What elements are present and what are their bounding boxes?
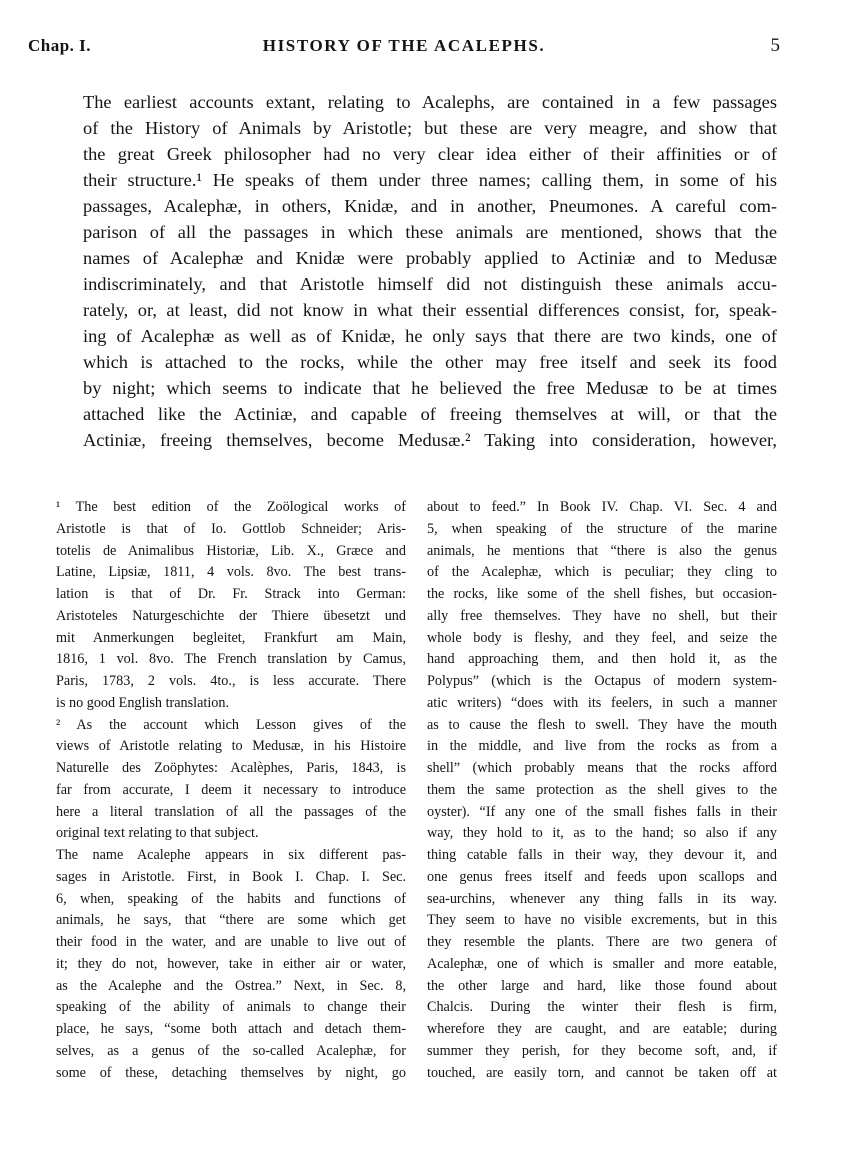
footnote-line: 6, when, speaking of the habits and functions of [56,890,406,907]
footnote-line: sages in Aristotle. First, in Book I. Chap. I. Sec. [56,868,406,885]
footnote-line: place, he says, “some both attach and detach them- [56,1021,406,1037]
footnote-line: animals, he says, that “there are some which get [56,912,406,929]
footnote-line: Aristoteles Naturgeschichte der Thiere übesetzt und [56,607,406,624]
body-line: attached like the Actiniæ, and capable of freeing themselves at will, or that the [83,404,777,424]
footnote-line: They seem to have no visible excrements, but in this [427,912,777,929]
footnote-line: they resemble the plants. There are two genera of [427,934,777,950]
footnote-line: Aristotle is that of Io. Gottlob Schneider; Aris- [56,520,406,537]
footnote-line: shell” (which probably means that the rocks afford [427,760,777,776]
footnote-line: Latine, Lipsiæ, 1811, 4 vols. 8vo. The best trans- [56,564,406,581]
page-number: 5 [770,35,780,56]
body-line: by night; which seems to indicate that he believed the free Medusæ to be at times [83,378,777,398]
footnote-line: one genus frees itself and feeds upon scallops and [427,868,777,885]
footnote-line: mit Anmerkungen begleitet, Frankfurt am Main, [56,629,406,646]
footnote-line: thing catable falls in their way, they devour it, and [427,847,777,863]
footnote-line: touched, are easily torn, and cannot be taken off at [427,1064,777,1081]
footnote-line: of the Acalephæ, which is peculiar; they cling to [427,564,777,581]
footnote-line: ally free themselves. They have no shell, but their [427,607,777,624]
footnote-line: Paris, 1783, 2 vols. 4to., is less accurate. There [56,673,406,689]
body-line: ing of Acalephæ as well as of Knidæ, he only says that there are two kinds, one of [83,326,777,346]
footnote-line: ² As the account which Lesson gives of the [56,716,406,733]
footnote-line: views of Aristotle relating to Medusæ, in his Histoire [56,738,406,755]
footnote-line: the rocks, like some of the shell fishes, but occasion- [427,586,777,602]
footnote-line: is no good English translation. [56,694,230,711]
footnotes-left-column [56,497,406,1084]
footnote-line: summer they perish, for they become soft, and, if [427,1042,777,1059]
footnotes-right-column [427,497,777,1084]
footnote-line: it; they do not, however, take in either air or water, [56,955,406,972]
footnote-line: hand approaching them, and then hold it, as the [427,651,777,668]
footnote-line: as to cause the flesh to swell. They have the mouth [427,716,777,733]
body-line: The earliest accounts extant, relating to Acalephs, are contained in a few passages [83,92,777,112]
footnote-line: in the middle, and live from the rocks as from a [427,738,777,755]
body-line: passages, Acalephæ, in others, Knidæ, and in another, Pneumones. A careful com- [83,196,777,216]
footnote-line: about to feed.” In Book IV. Chap. VI. Sec. 4 and [427,499,777,515]
body-line: of the History of Animals by Aristotle; but these are very meagre, and show that [83,118,777,138]
footnote-line: whole body is fleshy, and they feel, and seize the [427,629,777,646]
footnote-line: The name Acalephe appears in six different pas- [56,847,406,863]
footnote-line: as the Acalephe and the Ostrea.” Next, in Sec. 8, [56,977,406,994]
footnote-line: 5, when speaking of the structure of the marine [427,520,777,537]
footnote-line: Acalephæ, one of which is smaller and more eatable, [427,955,777,972]
footnote-line: ¹ The best edition of the Zoölogical works of [56,499,406,515]
running-header [28,36,780,60]
body-line: their structure.¹ He speaks of them under three names; calling them, in some of his [83,170,777,190]
footnote-line: atic writers) “does with its feelers, in such a manner [427,694,777,711]
footnote-line: here a literal translation of all the passages of the [56,803,406,820]
footnote-line: 1816, 1 vol. 8vo. The French translation by Camus, [56,651,406,668]
footnote-line: Polypus” (which is the Octapus of modern system- [427,673,777,689]
footnote-line: sea-urchins, whenever any thing falls in its way. [427,890,777,907]
footnote-line: Naturelle des Zoöphytes: Acalèphes, Paris, 1843, is [56,760,406,776]
footnote-line: oyster). “If any one of the small fishes falls in their [427,803,777,820]
footnote-line: them the same protection as the shell gives to the [427,781,777,798]
footnote-line: way, they hold to it, as to the hand; so also if any [427,825,777,842]
body-line: parison of all the passages in which these animals are mentioned, shows that the [83,222,777,242]
footnote-line: far from accurate, I deem it necessary to introduce [56,781,406,798]
running-title: HISTORY OF THE ACALEPHS. [262,36,546,55]
body-line: the great Greek philosopher had no very clear idea either of their affinities or of [83,144,777,164]
footnote-line: Chalcis. During the winter their flesh is firm, [427,999,777,1016]
footnote-line: totelis de Animalibus Historiæ, Lib. X., Græce and [56,542,406,559]
body-line: which is attached to the rocks, while the other may free itself and seek its food [83,352,777,372]
body-line: rately, or, at least, did not know in what their essential differences consist, for, speak- [83,300,777,320]
footnote-line: original text relating to that subject. [56,825,259,842]
footnote-line: their food in the water, and are unable to live out of [56,934,406,950]
chapter-label: Chap. I. [28,36,92,55]
footnote-line: animals, he mentions that “there is also the genus [427,542,777,559]
footnote-line: wherefore they are caught, and are eatable; during [427,1021,777,1037]
footnote-line: some of these, detaching themselves by night, go [56,1064,406,1081]
footnote-line: selves, as a genus of the so-called Acalephæ, for [56,1042,406,1059]
footnote-line: the other large and hard, like those found about [427,977,777,994]
body-line: indiscriminately, and that Aristotle himself did not distinguish these animals accu- [83,274,777,294]
footnote-line: speaking of the ability of animals to change their [56,999,406,1016]
body-line: Actiniæ, freeing themselves, become Medusæ.² Taking into consideration, however, [83,430,777,450]
body-paragraph [83,89,777,453]
footnote-line: lation is that of Dr. Fr. Strack into German: [56,586,406,602]
body-line: names of Acalephæ and Knidæ were probably applied to Actiniæ and to Medusæ [83,248,777,268]
